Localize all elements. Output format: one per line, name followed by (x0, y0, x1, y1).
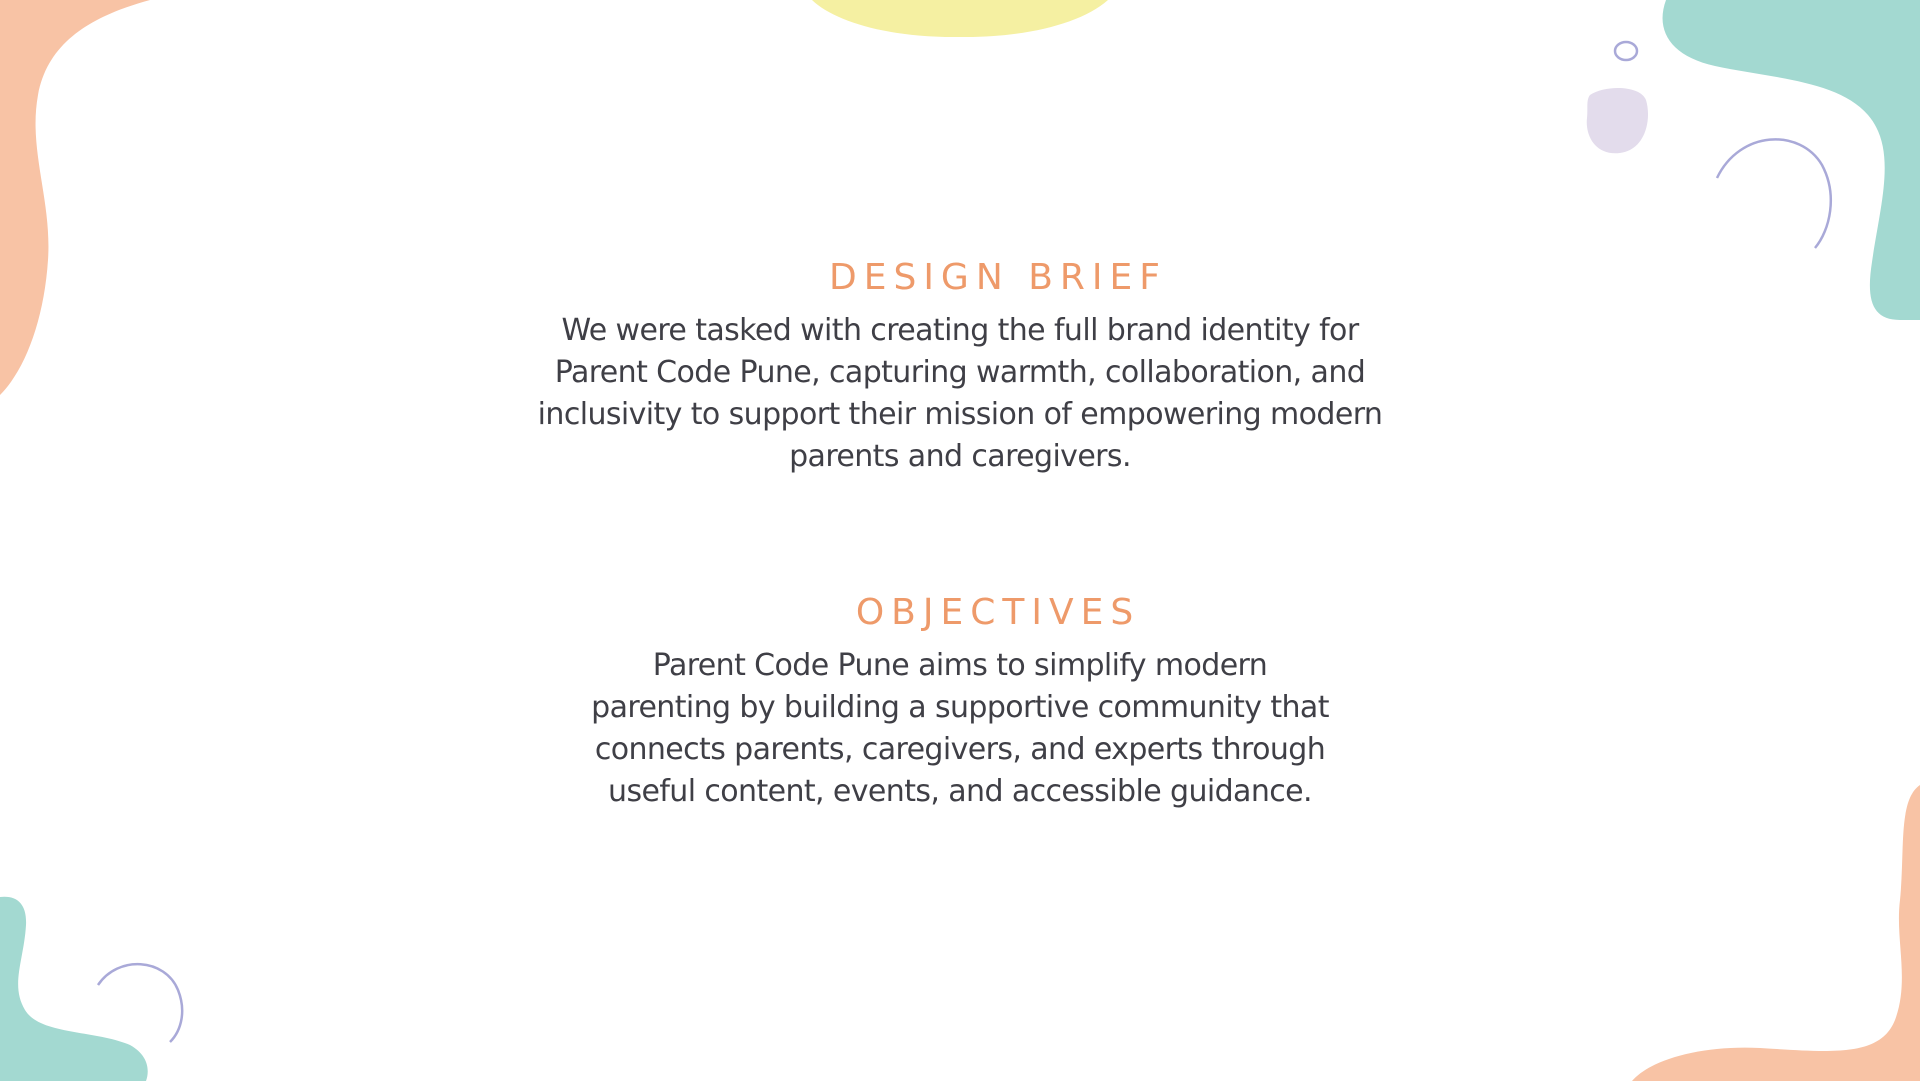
design-brief-line: inclusivity to support their mission of empowering modern (537, 397, 1383, 432)
objectives-line: parenting by building a supportive community that (591, 690, 1329, 725)
design-brief-paragraph (0, 310, 1920, 478)
objectives-line: useful content, events, and accessible guidance. (608, 774, 1312, 809)
objectives-section (0, 585, 1920, 813)
small-ring (1615, 42, 1637, 60)
objectives-paragraph (0, 645, 1920, 813)
teal-blob-bottom-left (0, 897, 148, 1081)
arc-bottom-left (98, 964, 182, 1042)
objectives-line: Parent Code Pune aims to simplify modern (652, 648, 1268, 683)
arc-top-right (1717, 139, 1831, 248)
objectives-heading: OBJECTIVES (855, 592, 1141, 633)
design-brief-section (0, 250, 1920, 478)
design-brief-line: We were tasked with creating the full brand identity for (561, 313, 1359, 348)
lavender-blob (1587, 88, 1648, 153)
design-brief-line: parents and caregivers. (789, 439, 1131, 474)
peach-blob-bottom-right (1632, 785, 1920, 1081)
design-brief-heading: DESIGN BRIEF (829, 257, 1167, 298)
design-brief-line: Parent Code Pune, capturing warmth, collaboration, and (554, 355, 1366, 390)
objectives-line: connects parents, caregivers, and experts through (594, 732, 1326, 767)
yellow-blob-top (812, 0, 1108, 37)
